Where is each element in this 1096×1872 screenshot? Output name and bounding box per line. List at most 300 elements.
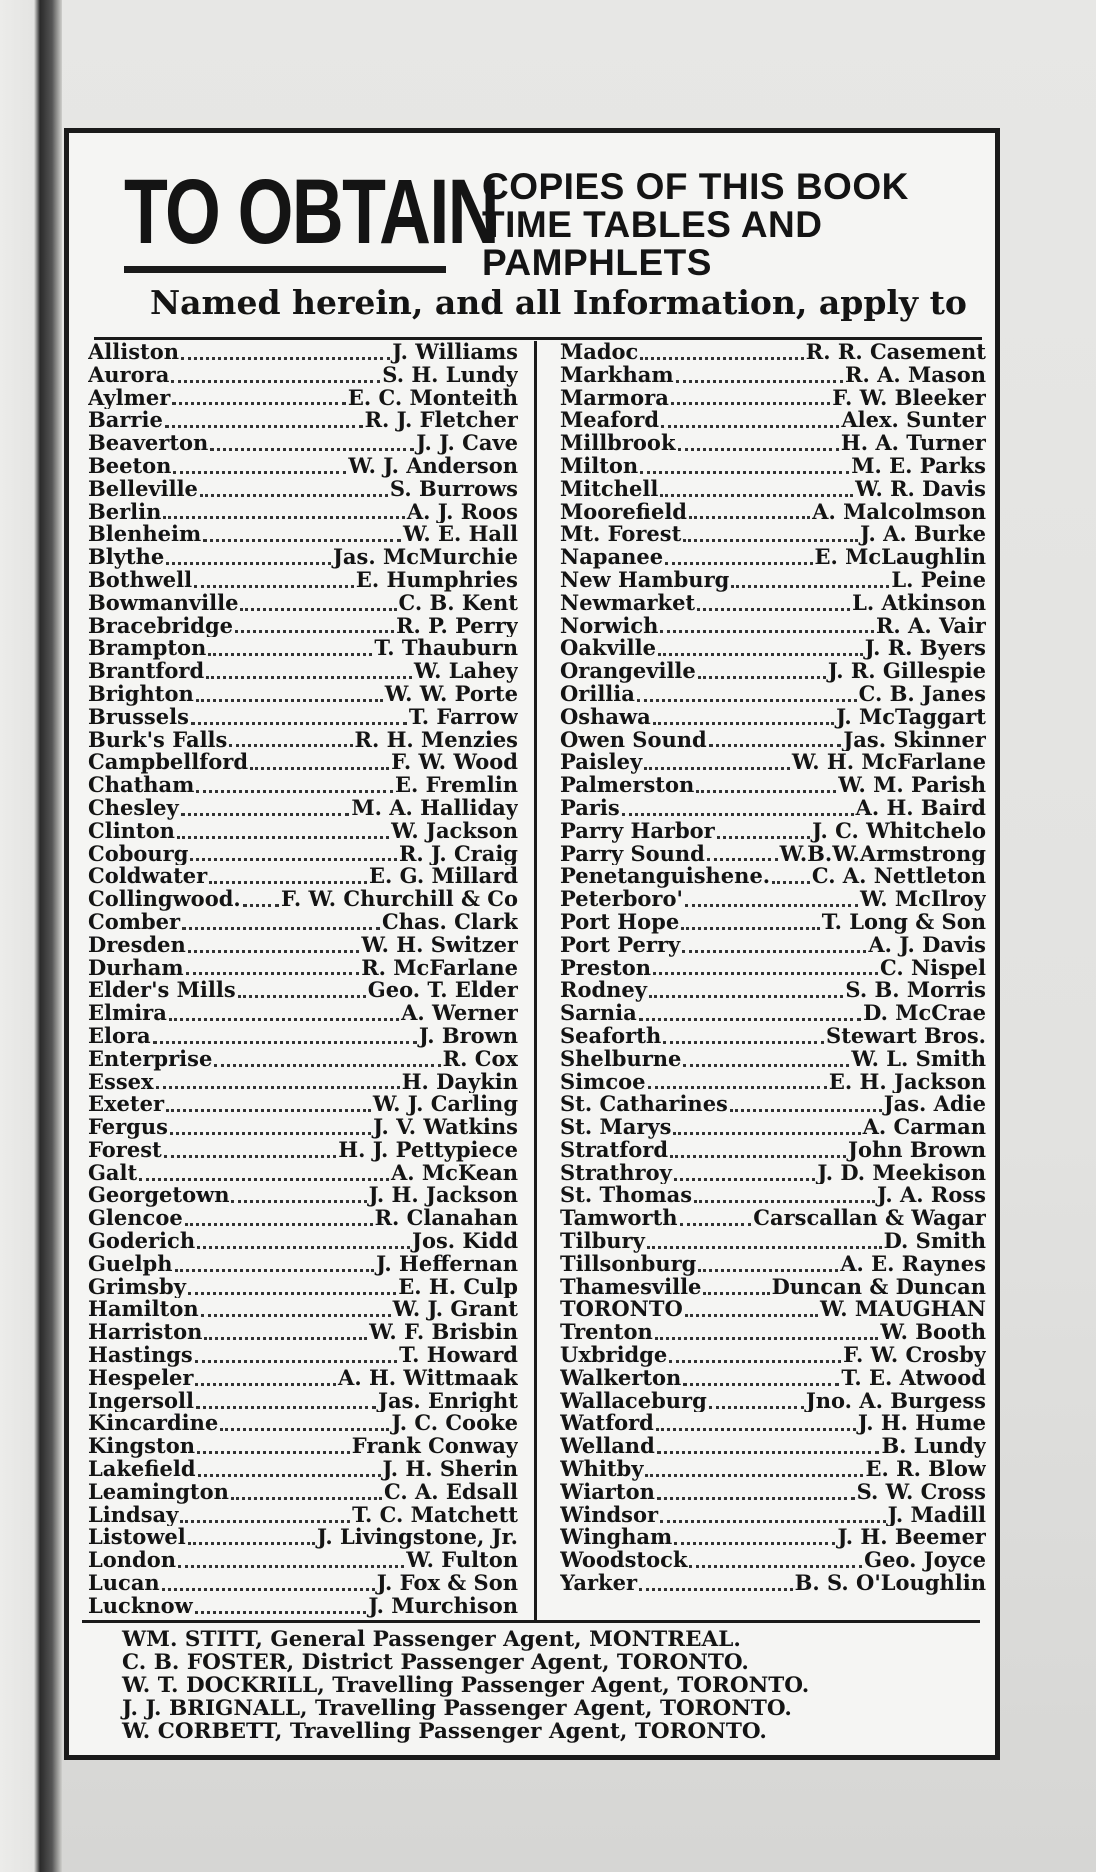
town-name: Tillsonburg [560,1252,697,1276]
town-agent-row [560,1002,986,1025]
dot-leader [657,1445,880,1454]
town-agent-row [88,432,518,455]
town-agent-row [88,1230,518,1253]
town-agent-row [560,1184,986,1207]
dot-leader [649,989,843,998]
table-top-rule [94,337,982,340]
town-name: Paris [560,796,620,820]
dot-leader [195,1354,397,1363]
dot-leader [639,1012,861,1021]
town-agent-row [88,1093,518,1116]
town-name: Rodney [560,979,647,1003]
town-name: Kingston [88,1435,195,1459]
town-name: Napanee [560,546,664,569]
agents-left-column [88,341,518,1618]
agent-name: S. Burrows [389,477,518,501]
agent-name: R. R. Casement [805,341,986,364]
agent-name: W. Jackson [391,819,518,843]
agent-name: W. Fulton [406,1549,518,1573]
town-name: Cobourg [88,842,189,866]
agent-name: S. H. Lundy [382,363,518,387]
town-agent-row [560,501,986,524]
dot-leader [182,921,380,930]
town-name: TORONTO [560,1298,683,1322]
town-name: Campbellford [88,751,249,775]
dot-leader [673,1126,860,1135]
agent-name: J. Fox & Son [376,1572,518,1595]
agent-name: J. C. Whitchelo [812,819,986,843]
dot-leader [709,738,842,747]
town-name: Paisley [560,751,643,775]
town-agent-row [560,1504,986,1527]
town-name: Burk's Falls [88,728,228,752]
dot-leader [240,602,396,611]
dot-leader [231,1491,382,1500]
town-name: Beaverton [88,432,209,455]
agent-name: C. A. Edsall [384,1480,518,1504]
town-name: Mt. Forest [560,523,682,547]
dot-leader [637,693,857,702]
dot-leader [195,1377,336,1386]
town-agent-row [88,934,518,957]
agent-name: S. W. Cross [856,1480,986,1504]
agent-name: J. V. Watkins [373,1116,518,1139]
agent-name: R. A. Vair [875,614,986,638]
town-agent-row [88,1572,518,1595]
town-agent-row [88,478,518,501]
agent-name: R. McFarlane [361,956,518,980]
passenger-agent-line: C. B. FOSTER, District Passenger Agent, TORONTO. [122,1650,749,1675]
town-agent-row [560,774,986,797]
agent-name: Jos. Kidd [412,1230,518,1253]
agent-name: E. R. Blow [865,1458,986,1481]
town-name: Owen Sound [560,728,707,752]
town-name: Moorefield [560,500,687,524]
dot-leader [685,1308,818,1317]
dot-leader [196,784,393,793]
headline-subtitle [482,168,909,282]
agent-name: Alex. Sunter [841,409,986,433]
town-name: Palmerston [560,774,695,797]
dot-leader [707,852,778,861]
town-name: Hespeler [88,1366,194,1390]
town-agent-row [88,1071,518,1094]
dot-leader [653,716,834,725]
agent-name: W. J. Grant [392,1298,518,1322]
dot-leader [671,396,830,405]
dot-leader [238,989,366,998]
town-name: Beeton [88,454,172,478]
dot-leader [190,852,397,861]
dot-leader [657,1491,855,1500]
town-agent-row [88,1048,518,1071]
agent-name: J. A. Ross [877,1184,986,1208]
dot-leader [156,1080,400,1089]
town-agent-row [88,615,518,638]
agents-right-column [560,341,986,1595]
town-agent-row [88,523,518,546]
town-name: Wallaceburg [560,1389,707,1413]
town-agent-row [560,1390,986,1413]
dot-leader [214,1058,440,1067]
town-name: Essex [88,1070,154,1094]
town-name: Whitby [560,1458,644,1481]
dot-leader [665,556,812,565]
town-name: Collingwood. [88,888,241,911]
dot-leader [670,1149,846,1158]
town-name: Lucan [88,1572,160,1595]
town-name: Welland [560,1435,655,1459]
agent-name: R. P. Perry [396,614,518,638]
town-agent-row [560,341,986,364]
town-name: Brantford [88,660,205,683]
town-name: Madoc [560,341,639,364]
town-name: Woodstock [560,1549,688,1573]
town-name: Barrie [88,409,163,433]
town-name: Blythe [88,546,165,569]
dot-leader [689,510,810,519]
town-agent-row [560,1253,986,1276]
agent-name: L. Peine [891,568,986,592]
town-agent-row [88,592,518,615]
town-agent-row [88,660,518,683]
town-name: Simcoe [560,1070,646,1094]
agent-name: R. Cox [442,1047,518,1071]
agent-name: A. H. Wittmaak [338,1366,518,1390]
agent-name: Duncan & Duncan [771,1275,986,1299]
town-name: Elder's Mills [88,979,236,1003]
town-name: Durham [88,956,184,980]
dot-leader [220,1422,389,1431]
town-agent-row [560,706,986,729]
dot-leader [191,716,407,725]
town-name: Galt [88,1161,138,1185]
agent-name: L. Atkinson [852,591,986,615]
agent-name: J. H. Beemer [837,1526,986,1550]
dot-leader [681,921,820,930]
town-name: Penetanguishene. [560,865,771,889]
dot-leader [195,1605,367,1614]
town-agent-row [88,1549,518,1572]
agent-name: J. Livingstone, Jr. [317,1526,518,1550]
town-name: Hamilton [88,1298,199,1322]
dot-leader [235,624,394,633]
dot-leader [647,1240,882,1249]
town-name: Grimsby [88,1275,186,1299]
dot-leader [696,784,836,793]
dot-leader [644,761,790,770]
agent-name: F. W. Churchill & Co [281,888,518,911]
agent-name: M. A. Halliday [351,796,518,820]
town-name: St. Thomas [560,1184,693,1208]
town-name: St. Marys [560,1116,672,1139]
agent-name: Stewart Bros. [826,1024,986,1048]
town-name: Leamington [88,1480,229,1504]
town-agent-row [88,546,518,569]
town-agent-row [560,1526,986,1549]
dot-leader [209,875,367,884]
town-agent-row [88,1321,518,1344]
dot-leader [231,1194,366,1203]
town-name: Dresden [88,933,186,957]
agent-name: A. E. Raynes [840,1252,986,1276]
town-agent-row [560,1093,986,1116]
town-agent-row [88,1504,518,1527]
agent-name: E. H. Culp [398,1275,518,1299]
town-agent-row [88,729,518,752]
town-agent-row [88,1139,518,1162]
agent-name: J. H. Hume [857,1412,986,1436]
dot-leader [645,1468,863,1477]
town-name: Millbrook [560,432,676,455]
town-name: Oshawa [560,705,651,729]
dot-leader [663,1035,824,1044]
town-name: Listowel [88,1526,186,1550]
dot-leader [196,1400,376,1409]
agent-name: S. B. Morris [845,979,986,1003]
town-name: Wingham [560,1526,673,1550]
agent-name: A. J. Roos [406,500,518,524]
town-name: Walkerton [560,1366,682,1390]
town-name: Brussels [88,705,189,729]
agent-name: H. Daykin [401,1070,518,1094]
town-name: Orangeville [560,660,696,683]
town-name: Lindsay [88,1503,179,1527]
agent-name: Carscallan & Wagar [753,1207,986,1231]
agent-name: M. E. Parks [851,454,986,478]
dot-leader [186,966,360,975]
town-name: Seaforth [560,1024,662,1048]
town-agent-row [88,1481,518,1504]
dot-leader [175,1263,375,1272]
dot-leader [676,374,843,383]
town-agent-row [88,1390,518,1413]
town-agent-row [88,774,518,797]
town-agent-row [560,1572,986,1595]
book-spine [0,0,62,1872]
town-agent-row [560,1344,986,1367]
dot-leader [731,579,889,588]
town-agent-row [88,820,518,843]
agent-name: H. A. Turner [840,432,986,455]
town-name: Enterprise [88,1047,213,1071]
agent-name: E. Fremlin [394,774,518,797]
town-agent-row [560,1162,986,1185]
town-agent-row [88,979,518,1002]
dot-leader [206,670,412,679]
dot-leader [709,1400,804,1409]
town-agent-row [560,820,986,843]
town-agent-row [560,843,986,866]
dot-leader [683,1377,839,1386]
agent-name: A. J. Davis [868,933,986,957]
town-agent-row [88,911,518,934]
agent-name: E. H. Jackson [828,1070,986,1094]
town-agent-row [88,637,518,660]
agent-name: W. F. Brisbin [369,1321,518,1345]
column-divider [534,341,537,1620]
dot-leader [197,1240,410,1249]
town-agent-row [560,1481,986,1504]
dot-leader [181,351,390,360]
town-agent-row [560,1048,986,1071]
town-name: Harriston [88,1321,203,1345]
headline-title: TO OBTAIN [124,161,498,263]
town-name: Exeter [88,1093,165,1117]
agent-name: F. W. Wood [391,751,518,775]
agent-name: Frank Conway [351,1435,518,1459]
town-agent-row [560,1412,986,1435]
town-agent-row [560,615,986,638]
dot-leader [208,647,372,656]
agent-name: John Brown [848,1138,986,1162]
dot-leader [166,556,331,565]
town-name: Goderich [88,1230,196,1253]
dot-leader [204,1331,367,1340]
agent-name: T. Thauburn [374,637,518,661]
dot-leader [678,442,839,451]
town-name: Berlin [88,500,162,524]
town-agent-row [560,934,986,957]
agent-name: Jas. Skinner [843,728,986,752]
subtitle-line: TIME TABLES AND [482,204,823,245]
dot-leader [229,738,352,747]
town-agent-row [88,409,518,432]
agent-name: C. B. Janes [858,682,986,706]
town-agent-row [560,478,986,501]
town-name: Blenheim [88,523,202,547]
agent-name: T. Long & Son [821,910,986,934]
agent-name: W. L. Smith [851,1047,986,1071]
agent-name: E. G. Millard [369,865,518,889]
town-agent-row [88,1116,518,1139]
town-agent-row [88,1002,518,1025]
agent-name: A. Werner [401,1002,518,1025]
town-name: Lakefield [88,1458,196,1481]
apply-instruction: Named herein, and all Information, apply to [150,283,967,322]
town-agent-row [560,911,986,934]
town-name: Meaford [560,409,660,433]
town-agent-row [88,1276,518,1299]
town-name: Newmarket [560,591,696,615]
town-agent-row [88,1162,518,1185]
agent-name: R. Clanahan [374,1207,518,1231]
dot-leader [772,875,810,884]
town-agent-row [560,1025,986,1048]
town-name: Shelburne [560,1047,682,1071]
town-name: Coldwater [88,865,208,889]
dot-leader [166,1103,371,1112]
town-agent-row [88,751,518,774]
town-agent-row [560,683,986,706]
town-agent-row [88,1253,518,1276]
agent-name: E. C. Monteith [347,386,518,410]
town-agent-row [88,1367,518,1390]
town-agent-row [88,706,518,729]
agent-name: W. W. Porte [384,682,518,706]
town-agent-row [560,1276,986,1299]
dot-leader [660,624,874,633]
dot-leader [685,898,858,907]
dot-leader [661,419,839,428]
town-name: Forest [88,1138,162,1162]
agent-name: J. C. Cooke [391,1412,518,1436]
agent-name: W. J. Anderson [348,454,518,478]
town-name: Clinton [88,819,175,843]
town-name: Yarker [560,1572,638,1595]
agent-name: Geo. Joyce [864,1549,986,1573]
town-agent-row [88,888,518,911]
town-name: Port Hope [560,910,680,934]
town-agent-row [560,660,986,683]
agent-name: W. Lahey [413,660,518,683]
town-agent-row [560,409,986,432]
town-agent-row [88,1595,518,1618]
dot-leader [172,396,346,405]
town-name: Lucknow [88,1594,193,1618]
town-agent-row [560,957,986,980]
town-agent-row [560,1071,986,1094]
dot-leader [698,1263,838,1272]
dot-leader [162,1582,375,1591]
agent-name: A. Carman [862,1116,986,1139]
town-name: Oakville [560,637,656,661]
town-agent-row [560,751,986,774]
subtitle-line: PAMPHLETS [482,242,712,283]
town-agent-row [88,843,518,866]
town-agent-row [560,546,986,569]
town-name: Strathroy [560,1161,672,1185]
agent-name: T. C. Matchett [352,1503,518,1527]
town-name: Glencoe [88,1207,183,1231]
dot-leader [164,1149,337,1158]
town-name: Alliston [88,341,180,364]
town-agent-row [560,592,986,615]
dot-leader [698,670,826,679]
town-agent-row [560,1321,986,1344]
town-agent-row [560,637,986,660]
town-name: Parry Sound [560,842,705,866]
town-name: New Hamburg [560,568,730,592]
agent-name: A. H. Baird [855,796,986,820]
town-name: Sarnia [560,1002,637,1025]
agent-name: W. McIlroy [859,888,986,911]
agent-name: E. McLaughlin [814,546,986,569]
passenger-agent-line: J. J. BRIGNALL, Travelling Passenger Agent, TORONTO. [122,1696,792,1721]
dot-leader [171,374,380,383]
town-agent-row [560,865,986,888]
dot-leader [188,944,360,953]
dot-leader [658,647,863,656]
town-name: Bothwell [88,568,193,592]
town-name: Brighton [88,682,194,706]
agent-name: J. D. Meekison [817,1161,986,1185]
agent-name: R. H. Menzies [354,728,518,752]
agent-name: C. Nispel [880,956,986,980]
town-name: Aylmer [88,386,171,410]
agent-name: T. E. Atwood [841,1366,986,1390]
town-agent-row [88,364,518,387]
dot-leader [674,1536,835,1545]
town-name: Orillia [560,682,635,706]
town-agent-row [560,387,986,410]
town-name: Hastings [88,1344,193,1367]
dot-leader [660,488,853,497]
town-name: Tamworth [560,1207,678,1231]
town-name: Wiarton [560,1480,655,1504]
town-name: Marmora [560,386,669,410]
town-agent-row [560,1298,986,1321]
